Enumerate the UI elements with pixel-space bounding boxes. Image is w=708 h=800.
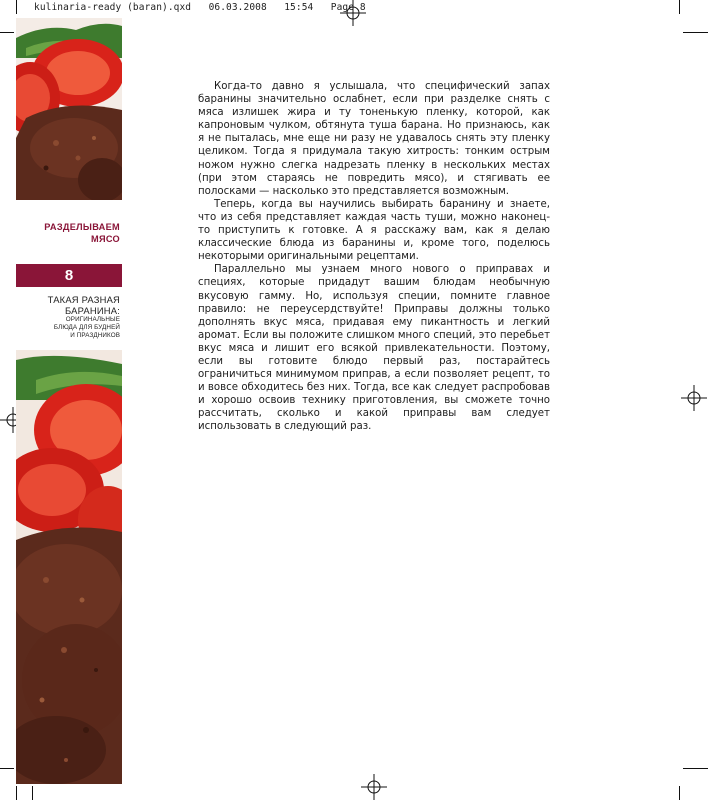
crop-mark bbox=[683, 768, 708, 769]
section-title bbox=[16, 221, 120, 245]
chapter-subtitle-line: ОРИГИНАЛЬНЫЕ bbox=[65, 316, 120, 323]
chapter-title bbox=[16, 294, 120, 340]
article-body bbox=[198, 80, 550, 434]
paragraph: Теперь, когда вы научились выбирать баранину и знаете, что из себя представляет каждая часть туши, можно наконец-то приступить к готовке. А я расскажу вам, как я делаю классические блюда из баранины и, кроме того, поделюсь некоторыми оригинальными рецептами. bbox=[198, 198, 550, 263]
chapter-number-bar bbox=[16, 264, 122, 287]
crop-mark bbox=[0, 768, 14, 769]
chapter-number: 8 bbox=[64, 267, 74, 284]
registration-mark-icon bbox=[361, 774, 387, 800]
section-title-line: РАЗДЕЛЫВАЕМ bbox=[44, 222, 120, 232]
crop-mark bbox=[0, 32, 14, 33]
crop-mark bbox=[16, 0, 17, 14]
paragraph: Параллельно мы узнаем много нового о приправах и специях, которые придадут вашим блюдам необычную вкусовую гамму. Но, используя специи, помните главное правило: не переусердствуйте! Приправы должны только дополнять вкус мяса, придавая ему пикантность и легкий аромат. Если вы положите слишком много специй, это перебьет вкус мяса и лишит его всякой привлекательности. Поэтому, если вы готовите блюдо первый раз, постарайтесь ограничиться минимумом приправ, а если позволяет рецепт, то и вовсе обходитесь без них. Тогда, все как следует распробовав и хорошо освоив технику приготовления, вы сможете точно рассчитать, сколько и какой приправы вам следует использовать в следующий раз. bbox=[198, 264, 550, 433]
food-photo-bottom bbox=[16, 350, 122, 784]
chapter-subtitle-line: БЛЮДА ДЛЯ БУДНЕЙ bbox=[53, 324, 120, 331]
registration-mark-icon bbox=[681, 385, 707, 411]
chapter-title-line: ТАКАЯ РАЗНАЯ bbox=[47, 294, 120, 305]
paragraph: Когда-то давно я услышала, что специфический запах баранины значительно ослабнет, если при разделке снять с мяса излишек жира и ту тоненькую пленку, которой, как капроновым чулком, обтянута туша барана. Но признаюсь, как я не пыталась, мне еще ни разу не удавалось снять эту пленку целиком. Тогда я придумала такую хитрость: тонким острым ножом нужно слегка надрезать пленку в нескольких местах (при этом стараясь не повредить мясо), и стягивать ее полосками — насколько это представляется возможным. bbox=[198, 81, 550, 197]
food-photo-top bbox=[16, 18, 122, 200]
crop-mark bbox=[679, 786, 680, 800]
crop-mark bbox=[16, 786, 17, 800]
crop-mark bbox=[32, 786, 33, 800]
crop-mark bbox=[679, 0, 680, 14]
chapter-subtitle-line: И ПРАЗДНИКОВ bbox=[70, 332, 120, 339]
registration-mark-icon bbox=[340, 0, 366, 26]
print-slug: kulinaria-ready (baran).qxd 06.03.2008 15:54 Page 8 bbox=[34, 2, 366, 13]
crop-mark bbox=[683, 32, 708, 33]
section-title-line: МЯСО bbox=[90, 234, 120, 244]
chapter-title-line: БАРАНИНА: bbox=[64, 305, 120, 316]
